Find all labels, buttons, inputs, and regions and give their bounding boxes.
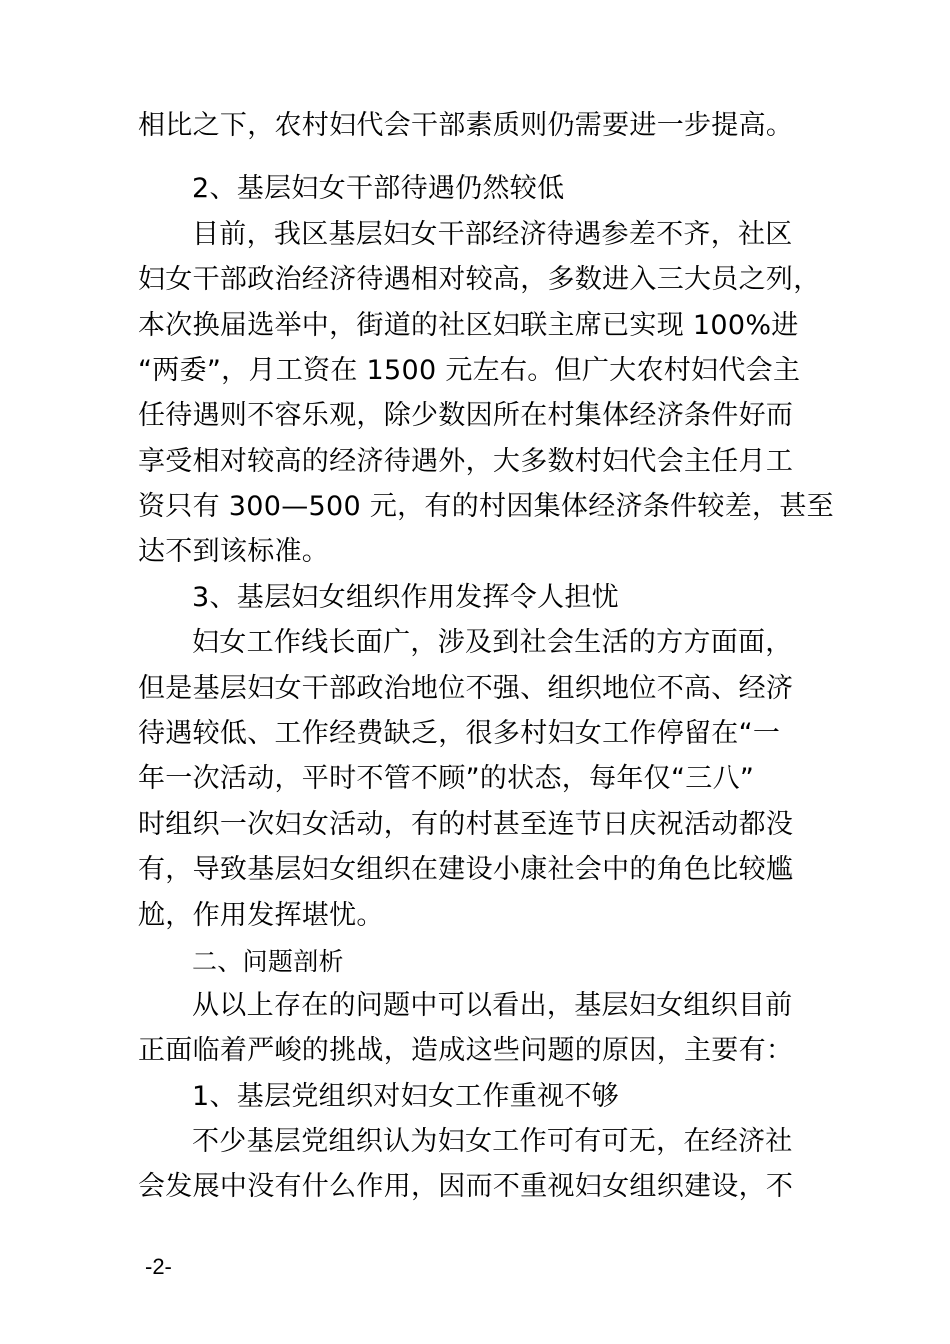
text-line: “两委”，月工资在 1500 元左右。但广大农村妇代会主 xyxy=(138,355,801,386)
text-line: 妇女干部政治经济待遇相对较高，多数进入三大员之列， xyxy=(138,264,821,295)
text-line: 会发展中没有什么作用，因而不重视妇女组织建设，不 xyxy=(138,1171,794,1202)
text-line: 达不到该标准。 xyxy=(138,536,330,567)
text-line: 本次换届选举中，街道的社区妇联主席已实现 100%进 xyxy=(138,310,799,341)
text-line: 但是基层妇女干部政治地位不强、组织地位不高、经济 xyxy=(138,673,794,704)
text-line: 享受相对较高的经济待遇外，大多数村妇代会主任月工 xyxy=(138,446,794,477)
text-line: 年一次活动，平时不管不顾”的状态，每年仅“三八” xyxy=(138,763,755,794)
text-line: 有，导致基层妇女组织在建设小康社会中的角色比较尴 xyxy=(138,854,794,885)
text-line: 待遇较低、工作经费缺乏，很多村妇女工作停留在“一 xyxy=(138,718,781,749)
text-line: 正面临着严峻的挑战，造成这些问题的原因，主要有： xyxy=(138,1035,794,1066)
text-line: 妇女工作线长面广，涉及到社会生活的方方面面， xyxy=(192,627,793,658)
text-line: 资只有 300—500 元，有的村因集体经济条件较差，甚至 xyxy=(138,491,834,522)
text-line: 任待遇则不容乐观，除少数因所在村集体经济条件好而 xyxy=(138,400,794,431)
subheading: 2、基层妇女干部待遇仍然较低 xyxy=(192,173,565,204)
page-number: -2- xyxy=(145,1254,172,1279)
subheading: 3、基层妇女组织作用发挥令人担忧 xyxy=(192,582,619,613)
text-line: 尬，作用发挥堪忧。 xyxy=(138,900,384,931)
text-line: 时组织一次妇女活动，有的村甚至连节日庆祝活动都没 xyxy=(138,809,794,840)
section-heading: 二、问题剖析 xyxy=(192,947,344,976)
text-line: 从以上存在的问题中可以看出，基层妇女组织目前 xyxy=(192,990,793,1021)
subheading: 1、基层党组织对妇女工作重视不够 xyxy=(192,1081,619,1112)
text-line: 相比之下，农村妇代会干部素质则仍需要进一步提高。 xyxy=(138,110,794,141)
text-line: 不少基层党组织认为妇女工作可有可无，在经济社 xyxy=(192,1126,793,1157)
text-line: 目前，我区基层妇女干部经济待遇参差不齐，社区 xyxy=(192,219,793,250)
